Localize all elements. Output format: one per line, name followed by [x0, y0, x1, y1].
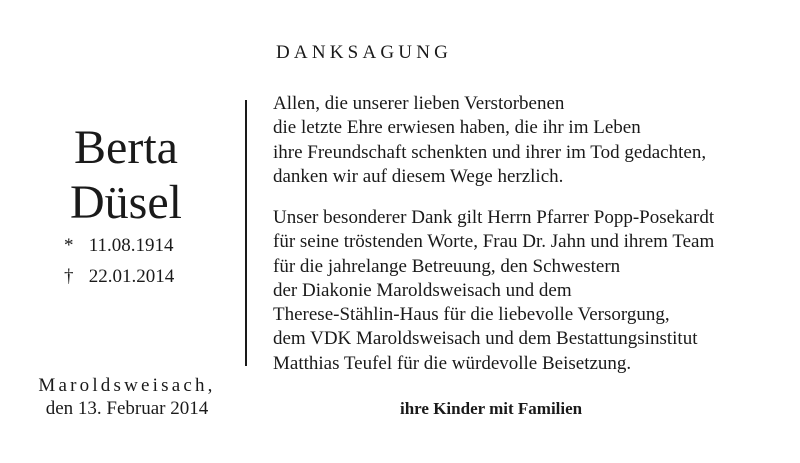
paragraph-line: die letzte Ehre erwiesen haben, die ihr im Leben: [273, 117, 641, 139]
paragraph-line: dem VDK Maroldsweisach und dem Bestattungsinstitut: [273, 328, 698, 350]
death-date-line: [64, 266, 174, 288]
paragraph-line: Therese-Stählin-Haus für die liebevolle Versorgung,: [273, 304, 670, 326]
notice-date: den 13. Februar 2014: [45, 398, 209, 419]
birth-date-line: [64, 235, 174, 257]
birth-star-icon: *: [64, 235, 74, 256]
deceased-first-name: Berta: [74, 121, 178, 174]
death-date: 22.01.2014: [88, 266, 175, 287]
death-cross-icon: †: [64, 266, 74, 287]
deceased-last-name: Düsel: [70, 176, 182, 229]
place-name: Maroldsweisach,: [38, 375, 216, 396]
vertical-divider: [245, 100, 247, 366]
paragraph-line: Matthias Teufel für die würdevolle Beisetzung.: [273, 352, 632, 374]
paragraph-line: für seine tröstenden Worte, Frau Dr. Jahn und ihrem Team: [273, 231, 715, 253]
thanks-paragraph-1: [273, 92, 706, 189]
paragraph-line: Allen, die unserer lieben Verstorbenen: [273, 93, 565, 114]
paragraph-line: für die jahrelange Betreuung, den Schwestern: [273, 255, 621, 277]
paragraph-line: danken wir auf diesem Wege herzlich.: [273, 165, 564, 187]
birth-date: 11.08.1914: [88, 235, 174, 256]
paragraph-line: ihre Freundschaft schenkten und ihrer im Tod gedachten,: [273, 141, 707, 163]
signature: ihre Kinder mit Familien: [400, 399, 583, 418]
paragraph-line: der Diakonie Maroldsweisach und dem: [273, 279, 572, 301]
paragraph-line: Unser besonderer Dank gilt Herrn Pfarrer Popp-Posekardt: [273, 207, 715, 228]
thanks-paragraph-2: [273, 206, 714, 376]
notice-heading: DANKSAGUNG: [276, 42, 453, 63]
